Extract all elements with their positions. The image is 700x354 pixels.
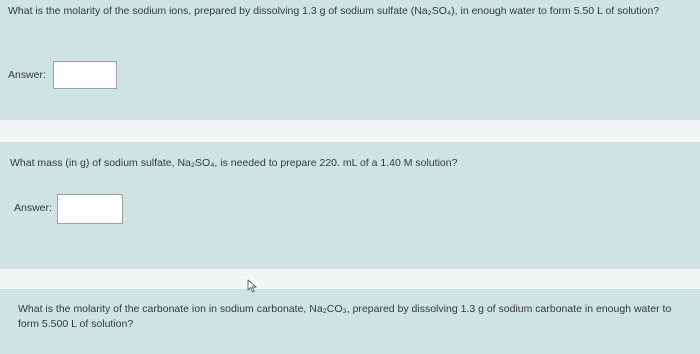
panel-separator-2 — [0, 269, 700, 289]
question-panel-3 — [0, 289, 700, 354]
answer-input-2[interactable] — [57, 194, 123, 224]
question-text-1: What is the molarity of the sodium ions, prepared by dissolving 1.3 g of sodium sulfate (Na₂SO₄), in enough water to form 5.50 L of solution? — [8, 5, 660, 17]
question-panel-2 — [0, 142, 700, 269]
answer-input-1[interactable] — [53, 61, 117, 89]
question-text-3: What is the molarity of the carbonate ion in sodium carbonate, Na₂CO₃, prepared by dissolving 1.3 g of sodium carbonate in enough water to form 5.500 L of solution? — [18, 303, 672, 330]
question-text-2: What mass (in g) of sodium sulfate, Na₂SO₄, is needed to prepare 220. mL of a 1.40 M solution? — [10, 157, 458, 169]
mouse-pointer-icon — [247, 279, 259, 293]
panel-separator-1 — [0, 120, 700, 142]
answer-label-2: Answer: — [14, 202, 52, 214]
question-panel-1 — [0, 0, 700, 120]
answer-label-1: Answer: — [8, 69, 46, 81]
